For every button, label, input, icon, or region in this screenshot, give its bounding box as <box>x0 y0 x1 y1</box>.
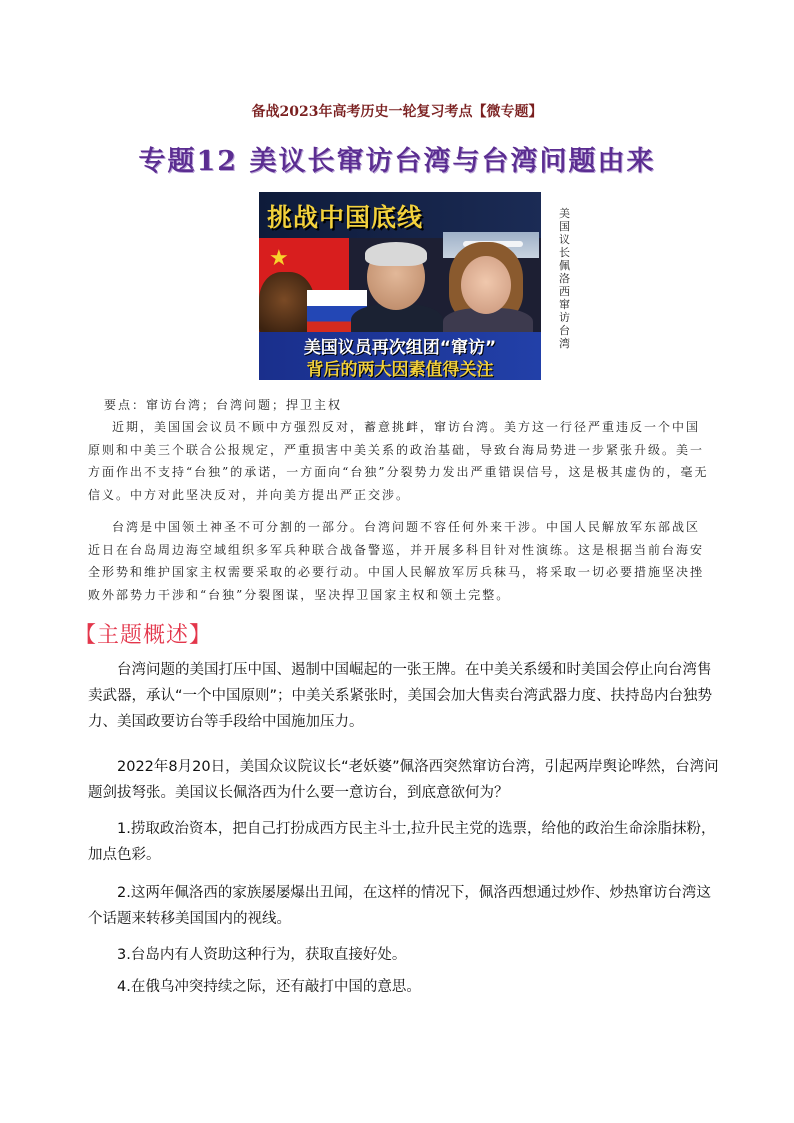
image-bottom-banner-line1: 美国议员再次组团“窜访” <box>303 338 497 358</box>
key-points: 要点：窜访台湾；台湾问题；捍卫主权 <box>104 398 343 412</box>
list-item: 2.这两年佩洛西的家族屡屡爆出丑闻，在这样的情况下，佩洛西想通过炒作、炒热窜访台湾这个话题来转移美国国内的视线。 <box>88 885 711 927</box>
intro-paragraph-2: 台湾是中国领土神圣不可分割的一部分。台湾问题不容任何外来干涉。中国人民解放军东部战区近日在台岛周边海空域组织多军兵种联合战备警巡，并开展多科目针对性演练。这是根据当前台海安全形势和维护国家主权需要采取的必要行动。中国人民解放军厉兵秣马，将采取一切必要措施坚决挫败外部势力干涉和“台独”分裂图谋，坚决捍卫国家主权和领土完整。 <box>88 520 705 602</box>
male-politician-graphic <box>351 244 443 340</box>
document-series-label: 备战2023年高考历史一轮复习考点【微专题】 <box>251 104 543 120</box>
image-bottom-banner-line2: 背后的两大因素值得关注 <box>306 360 494 380</box>
image-top-banner-text: 挑战中国底线 <box>267 203 424 232</box>
list-item: 3.台岛内有人资助这种行为，获取直接好处。 <box>117 947 407 963</box>
list-item: 4.在俄乌冲突持续之际，还有敲打中国的意思。 <box>117 979 421 995</box>
page-title: 专题12 美议长窜访台湾与台湾问题由来 <box>138 146 656 177</box>
body-paragraph: 2022年8月20日，美国众议院议长“老妖婆”佩洛西突然窜访台湾，引起两岸舆论哗然，台湾问题剑拔弩张。美国议长佩洛西为什么要一意访台，到底意欲何为？ <box>88 759 719 801</box>
body-paragraph: 台湾问题的美国打压中国、遏制中国崛起的一张王牌。在中美关系缓和时美国会停止向台湾售卖武器，承认“一个中国原则”；中美关系紧张时，美国会加大售卖台湾武器力度、扶持岛内台独势力、美国政要访台等手段给中国施加压力。 <box>88 662 713 730</box>
intro-paragraph-1: 近期，美国国会议员不顾中方强烈反对，蓄意挑衅，窜访台湾。美方这一行径严重违反一个中国原则和中美三个联合公报规定，严重损害中美关系的政治基础，导致台海局势进一步紧张升级。美一方面作出不支持“台独”的承诺，一方面向“台独”分裂势力发出严重错误信号，这是极其虚伪的，毫无信义。中方对此坚决反对，并向美方提出严正交涉。 <box>88 420 709 502</box>
image-caption: 美国议长佩洛西窜访台湾 <box>559 207 570 350</box>
female-politician-graphic <box>437 242 537 340</box>
list-item: 1.捞取政治资本，把自己打扮成西方民主斗士,拉升民主党的选票，给他的政治生命涂脂抹粉，加点色彩。 <box>88 821 716 863</box>
image-bottom-banner <box>259 332 541 380</box>
news-image <box>259 192 541 380</box>
section-heading: 【主题概述】 <box>74 623 213 648</box>
china-flag-graphic: ★ <box>259 238 349 338</box>
